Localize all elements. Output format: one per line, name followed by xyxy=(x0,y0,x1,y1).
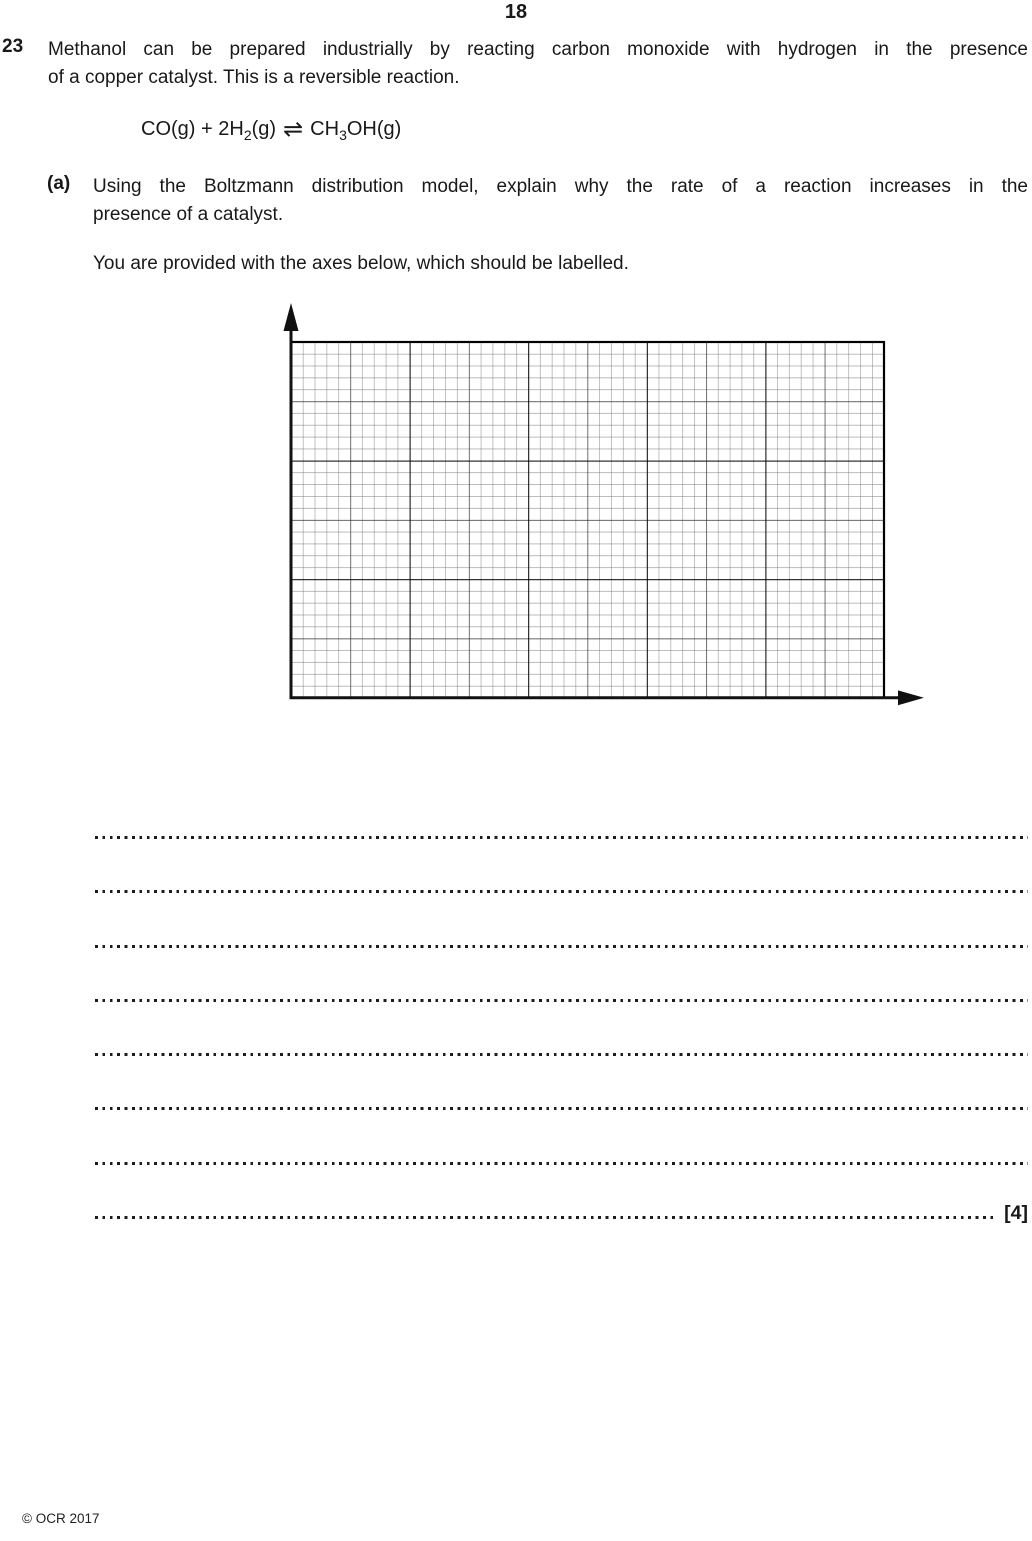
equilibrium-arrows-icon: ⇌ xyxy=(283,115,304,143)
part-a xyxy=(47,173,1028,228)
equation-subscript-3: 3 xyxy=(339,127,347,143)
graph-figure-svg xyxy=(278,298,938,708)
equation-rhs-state: OH(g) xyxy=(346,118,402,140)
dotted-writing-line xyxy=(95,999,1028,1002)
chemical-equation xyxy=(141,115,401,143)
answer-line xyxy=(95,1202,1028,1225)
answer-line xyxy=(95,945,1028,948)
question-text-line-1: Methanol can be prepared industrially by reacting carbon monoxide with hydrogen in the presence xyxy=(48,39,1028,60)
y-axis-arrow-icon xyxy=(284,303,299,331)
page-number: 18 xyxy=(504,1,528,23)
equation-lhs-state: (g) xyxy=(251,118,277,140)
copyright-footer: © OCR 2017 xyxy=(22,1511,100,1526)
boltzmann-axes-figure xyxy=(278,298,938,708)
graph-grid xyxy=(291,342,884,698)
answer-line xyxy=(95,890,1028,893)
dotted-writing-line xyxy=(95,945,1028,948)
dotted-writing-line xyxy=(95,836,1028,839)
marks-label: [4] xyxy=(1004,1202,1028,1225)
part-a-text-line-1: Using the Boltzmann distribution model, explain why the rate of a reaction increases in the xyxy=(93,176,1028,197)
answer-line xyxy=(95,1053,1028,1056)
part-a-text-line-2: presence of a catalyst. xyxy=(93,203,284,225)
equation-rhs: CH xyxy=(310,118,340,140)
equation-lhs: CO(g) + 2H xyxy=(141,118,244,140)
dotted-writing-line xyxy=(95,890,1028,893)
dotted-writing-line xyxy=(95,1107,1028,1110)
answer-line xyxy=(95,836,1028,839)
question-text-line-2: of a copper catalyst. This is a reversible reaction. xyxy=(48,66,460,88)
dotted-writing-line xyxy=(95,1162,1028,1165)
axes-note: You are provided with the axes below, which should be labelled. xyxy=(93,253,629,274)
answer-line xyxy=(95,999,1028,1002)
part-a-label: (a) xyxy=(47,173,71,194)
question-23 xyxy=(2,36,1028,91)
answer-lines xyxy=(95,836,1028,1270)
question-text xyxy=(48,36,1028,91)
part-a-text xyxy=(93,173,1028,228)
answer-line xyxy=(95,1162,1028,1165)
question-number: 23 xyxy=(2,36,24,57)
answer-line xyxy=(95,1107,1028,1110)
dotted-writing-line xyxy=(95,1053,1028,1056)
dotted-writing-line xyxy=(95,1216,994,1219)
equation-subscript-2: 2 xyxy=(243,127,252,143)
x-axis-arrow-icon xyxy=(898,690,924,705)
